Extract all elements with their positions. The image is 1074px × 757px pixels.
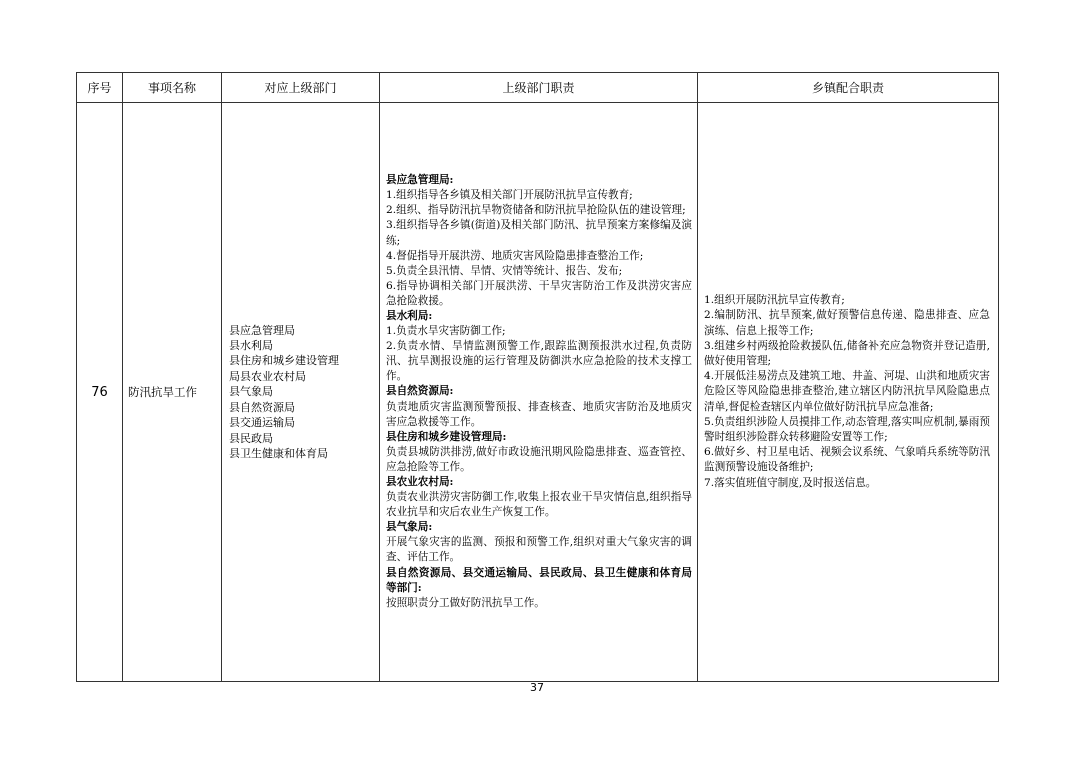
duty-line: 1.组织指导各乡镇及相关部门开展防汛抗旱宣传教育; (386, 189, 633, 202)
responsibility-table (76, 72, 999, 682)
duty-line: 5.负责全县汛情、旱情、灾情等统计、报告、发布; (386, 264, 623, 277)
duty-dept-heading: 县气象局: (386, 521, 433, 534)
town-duty-line: 1.组织开展防汛抗旱宣传教育; (704, 294, 845, 307)
duty-line: 4.督促指导开展洪涝、地质灾害风险隐患排查整治工作; (386, 249, 644, 262)
department-item: 县住房和城乡建设管理 (229, 354, 339, 368)
duty-dept-heading: 县住房和城乡建设管理局: (386, 430, 507, 443)
duty-dept-heading: 县农业农村局: (386, 476, 454, 489)
department-item: 县水利局 (229, 339, 273, 353)
table-header-row (77, 73, 999, 103)
header-superior-duties: 上级部门职责 (380, 73, 698, 103)
header-superior-dept: 对应上级部门 (222, 73, 380, 103)
row-departments-cell (222, 103, 380, 682)
town-duty-line: 6.做好乡、村卫星电话、视频会议系统、气象哨兵系统等防汛监测预警设施设备维护; (704, 446, 990, 474)
town-duty-list (698, 293, 998, 491)
superior-duty-list (380, 173, 697, 611)
duty-line: 3.组织指导各乡镇(街道)及相关部门防汛、抗旱预案方案修编及演练; (386, 219, 692, 247)
department-item: 县卫生健康和体育局 (229, 446, 328, 460)
duty-line: 负责农业洪涝灾害防御工作,收集上报农业干旱灾情信息,组织指导农业抗旱和灾后农业生产恢复工作。 (386, 491, 692, 519)
table-row (77, 103, 999, 682)
duty-line: 负责县城防洪排涝,做好市政设施汛期风险隐患排查、巡查管控、应急抢险等工作。 (386, 445, 692, 473)
page-number: 37 (530, 681, 544, 694)
town-duty-line: 2.编制防汛、抗旱预案,做好预警信息传递、隐患排查、应急演练、信息上报等工作; (704, 309, 990, 337)
town-duty-line: 5.负责组织涉险人员摸排工作,动态管理,落实叫应机制,暴雨预警时组织涉险群众转移避险安置等工作; (704, 415, 990, 443)
duty-dept-heading: 县自然资源局: (386, 385, 454, 398)
department-item: 县自然资源局 (229, 400, 295, 414)
duty-dept-heading: 县自然资源局、县交通运输局、县民政局、县卫生健康和体育局等部门: (386, 566, 692, 594)
duty-line: 2.组织、指导防汛抗旱物资储备和防汛抗旱抢险队伍的建设管理; (386, 204, 686, 217)
department-item: 县应急管理局 (229, 323, 295, 337)
row-town-duties-cell (698, 103, 999, 682)
department-item: 县民政局 (229, 431, 273, 445)
town-duty-line: 4.开展低洼易涝点及建筑工地、井盖、河堤、山洪和地质灾害危险区等风险隐患排查整治,建立辖区内防汛抗旱风险隐患点清单,督促检查辖区内单位做好防汛抗旱应急准备; (704, 370, 990, 413)
department-item: 局县农业农村局 (229, 369, 306, 383)
header-serial-no: 序号 (77, 73, 123, 103)
duty-line: 开展气象灾害的监测、预报和预警工作,组织对重大气象灾害的调查、评估工作。 (386, 536, 692, 564)
duty-line: 1.负责水旱灾害防御工作; (386, 325, 506, 338)
department-item: 县交通运输局 (229, 416, 295, 430)
duty-dept-heading: 县应急管理局: (386, 174, 454, 187)
header-item-name: 事项名称 (123, 73, 222, 103)
duty-line: 按照职责分工做好防汛抗旱工作。 (386, 596, 545, 609)
department-list (222, 323, 379, 462)
town-duty-line: 7.落实值班值守制度,及时报送信息。 (704, 476, 877, 489)
header-town-duties: 乡镇配合职责 (698, 73, 999, 103)
duty-line: 2.负责水情、旱情监测预警工作,跟踪监测预报洪水过程,负责防汛、抗旱测报设施的运行管理及防御洪水应急抢险的技术支撑工作。 (386, 340, 692, 383)
department-item: 县气象局 (229, 385, 273, 399)
town-duty-line: 3.组建乡村两级抢险救援队伍,储备补充应急物资并登记造册,做好使用管理; (704, 339, 990, 367)
row-item-name: 防汛抗旱工作 (123, 103, 222, 682)
row-serial-no: 76 (77, 103, 123, 682)
duty-dept-heading: 县水利局: (386, 309, 433, 322)
row-duties-cell (380, 103, 698, 682)
duty-line: 负责地质灾害监测预警预报、排查核查、地质灾害防治及地质灾害应急救援等工作。 (386, 400, 692, 428)
duty-line: 6.指导协调相关部门开展洪涝、干旱灾害防治工作及洪涝灾害应急抢险救援。 (386, 279, 692, 307)
